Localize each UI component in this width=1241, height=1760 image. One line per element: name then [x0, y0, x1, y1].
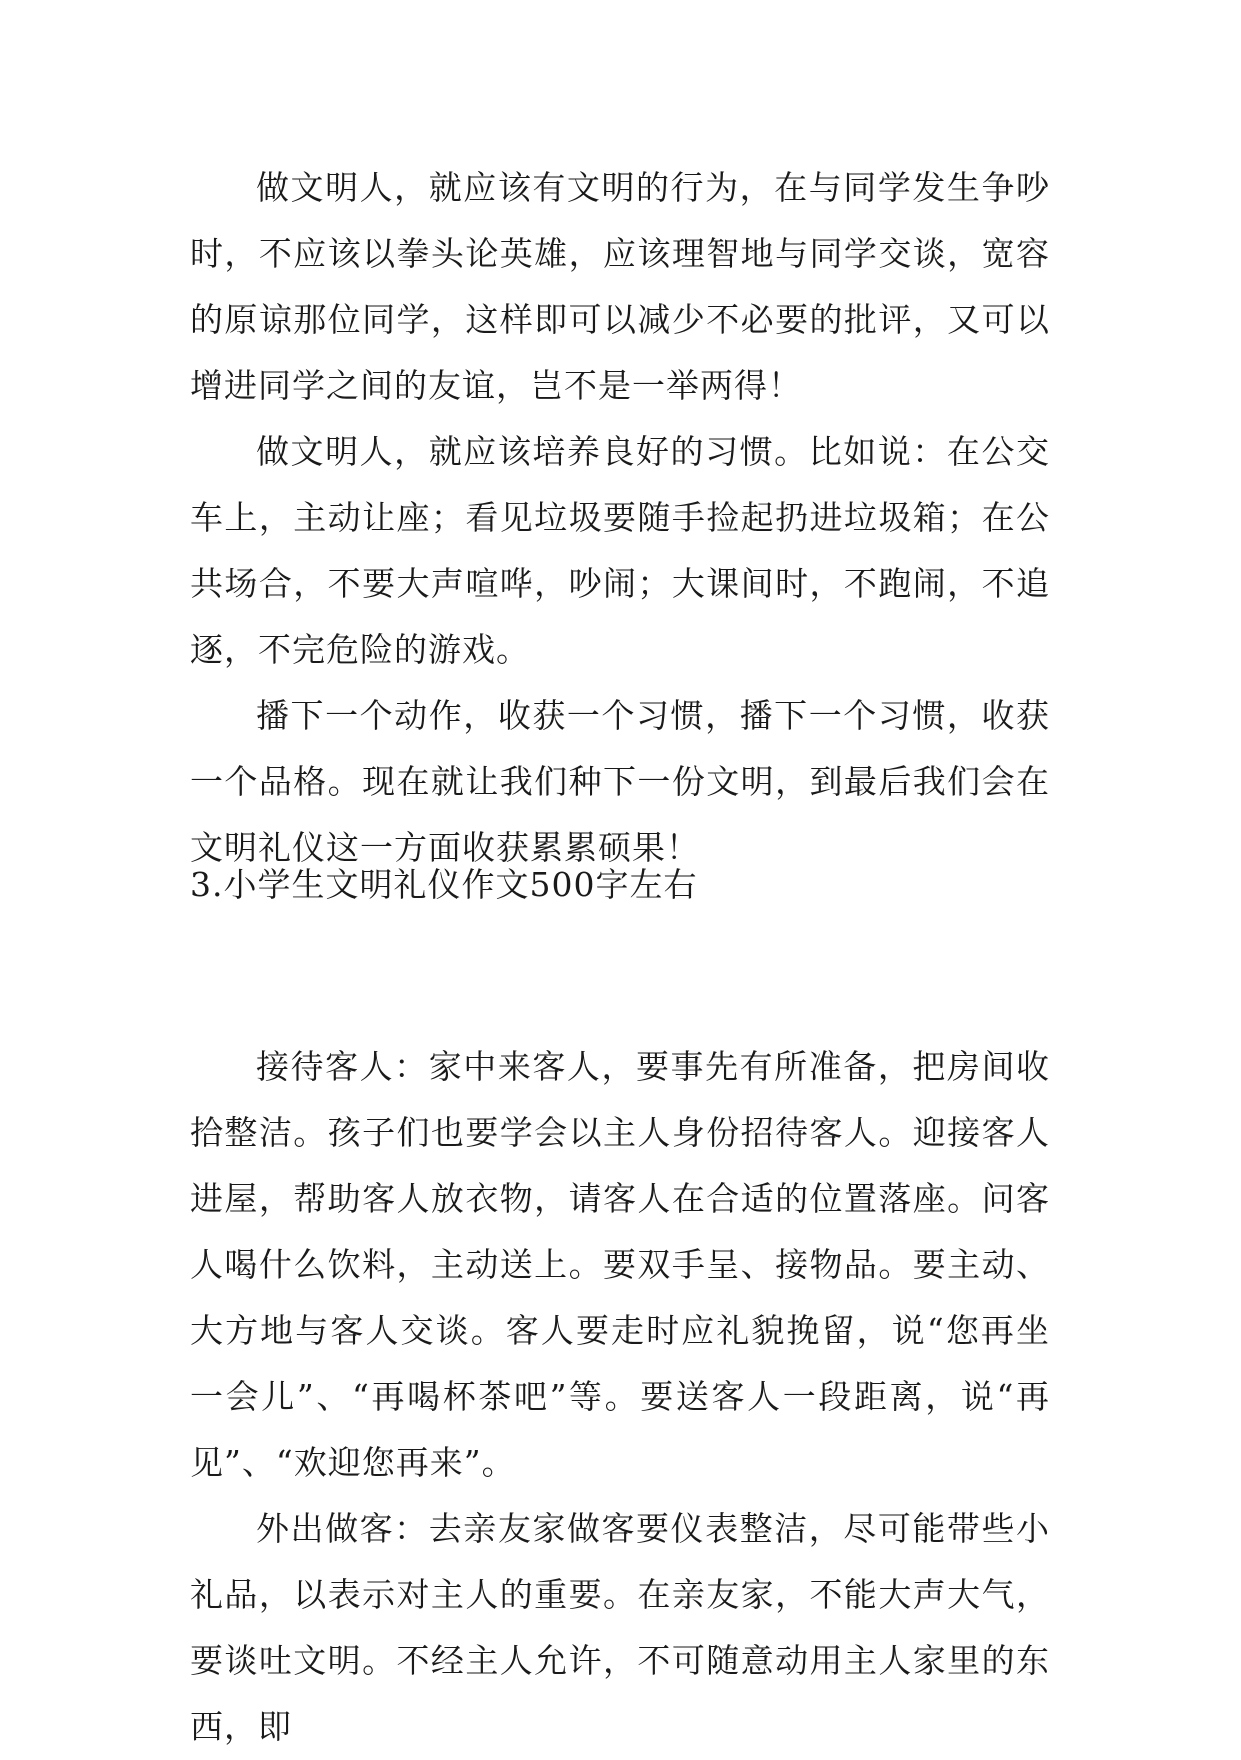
paragraph: 接待客人：家中来客人，要事先有所准备，把房间收拾整洁。孩子们也要学会以主人身份招待客人。迎接客人进屋，帮助客人放衣物，请客人在合适的位置落座。问客人喝什么饮料，主动送上。要双手呈、接物品。要主动、大方地与客人交谈。客人要走时应礼貌挽留，说“您再坐一会儿”、“再喝杯茶吧”等。要送客人一段距离，说“再见”、“欢迎您再来”。	[190, 1047, 1050, 1482]
body-text-top	[190, 155, 1050, 881]
body-text-bottom	[190, 1034, 1050, 1760]
paragraph: 做文明人，就应该有文明的行为，在与同学发生争吵时，不应该以拳头论英雄，应该理智地与同学交谈，宽容的原谅那位同学，这样即可以减少不必要的批评，又可以增进同学之间的友谊，岂不是一举两得！	[190, 168, 1050, 405]
paragraph: 外出做客：去亲友家做客要仪表整洁，尽可能带些小礼品，以表示对主人的重要。在亲友家，不能大声大气，要谈吐文明。不经主人允许，不可随意动用主人家里的东西，即	[190, 1509, 1050, 1746]
section-heading: 3.小学生文明礼仪作文500字左右	[190, 865, 698, 904]
paragraph: 播下一个动作，收获一个习惯，播下一个习惯，收获一个品格。现在就让我们种下一份文明，到最后我们会在文明礼仪这一方面收获累累硕果！	[190, 696, 1050, 867]
paragraph: 做文明人，就应该培养良好的习惯。比如说：在公交车上，主动让座；看见垃圾要随手捡起扔进垃圾箱；在公共场合，不要大声喧哗，吵闹；大课间时，不跑闹，不追逐，不完危险的游戏。	[190, 432, 1050, 669]
